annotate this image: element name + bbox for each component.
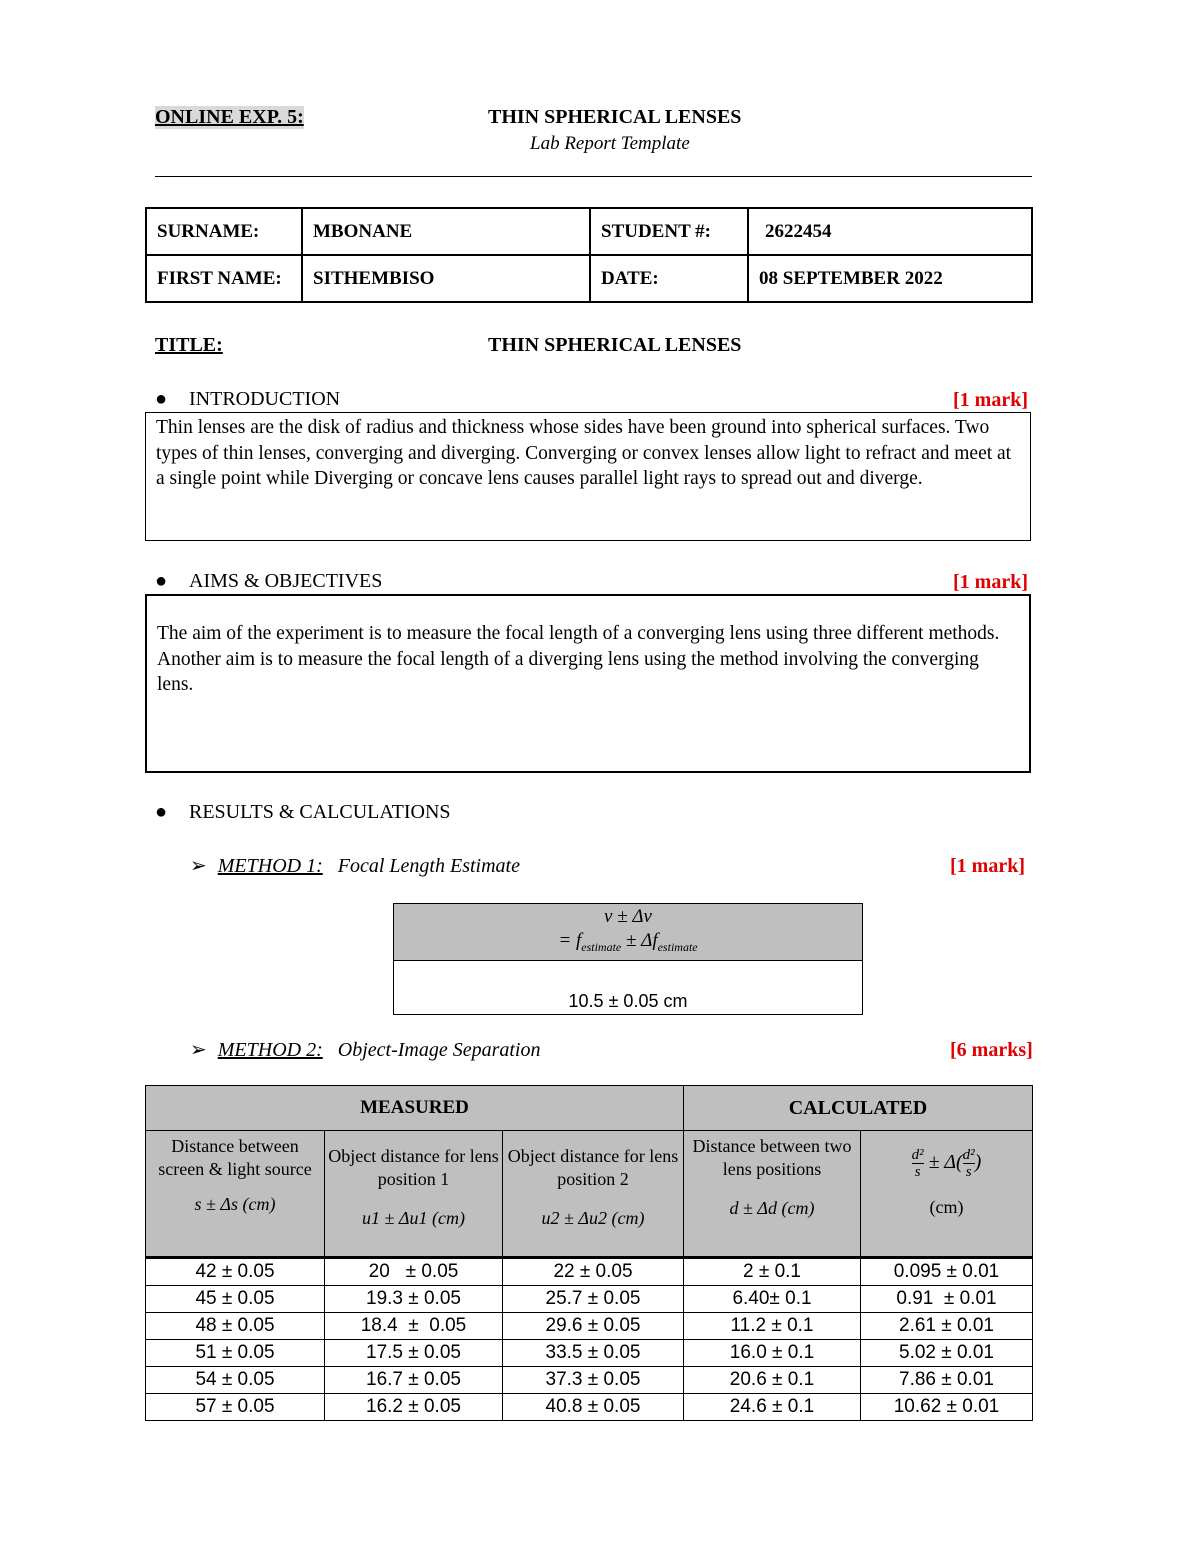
cell-u1: 18.4 ± 0.05: [325, 1313, 503, 1340]
method1-header-line1: v ± Δv: [604, 906, 652, 927]
arrow-bullet-icon: ➢: [190, 855, 207, 877]
cell-u2: 25.7 ± 0.05: [503, 1286, 684, 1313]
col-d-header: Distance between two lens positions d ± Δd (cm): [684, 1131, 861, 1258]
date-label: DATE:: [590, 255, 748, 302]
page-subtitle: Lab Report Template: [530, 133, 690, 154]
cell-s: 51 ± 0.05: [146, 1340, 325, 1367]
cell-d2s: 10.62 ± 0.01: [861, 1394, 1033, 1421]
calculated-group-header: CALCULATED: [684, 1086, 1033, 1131]
method2-heading: [190, 1037, 541, 1062]
cell-u1: 16.7 ± 0.05: [325, 1367, 503, 1394]
cell-u2: 33.5 ± 0.05: [503, 1340, 684, 1367]
table-row: [146, 1340, 1033, 1367]
surname-label: SURNAME:: [146, 208, 302, 255]
method1-header: [394, 904, 863, 961]
date-value: 08 SEPTEMBER 2022: [748, 255, 1032, 302]
method2-label: METHOD 2:: [217, 1039, 323, 1061]
cell-u2: 37.3 ± 0.05: [503, 1367, 684, 1394]
introduction-heading: ● INTRODUCTION: [155, 388, 341, 410]
cell-s: 45 ± 0.05: [146, 1286, 325, 1313]
student-number-label: STUDENT #:: [590, 208, 748, 255]
cell-d: 11.2 ± 0.1: [684, 1313, 861, 1340]
results-heading: ● RESULTS & CALCULATIONS: [155, 801, 451, 823]
aims-text-2: Another aim is to measure the focal length of a diverging lens using the method involving the converging lens.: [157, 648, 979, 695]
aims-heading: ● AIMS & OBJECTIVES: [155, 570, 383, 592]
aims-text-1: The aim of the experiment is to measure the focal length of a converging lens using three different methods.: [157, 623, 1000, 644]
col-u1-header: Object distance for lens position 1 u1 ± Δu1 (cm): [325, 1131, 503, 1258]
student-info-table: [145, 207, 1033, 303]
cell-u1: 17.5 ± 0.05: [325, 1340, 503, 1367]
page-title: THIN SPHERICAL LENSES: [488, 106, 742, 128]
cell-d: 20.6 ± 0.1: [684, 1367, 861, 1394]
cell-d2s: 0.91 ± 0.01: [861, 1286, 1033, 1313]
method2-name: Object-Image Separation: [337, 1039, 541, 1061]
cell-d2s: 7.86 ± 0.01: [861, 1367, 1033, 1394]
cell-u1: 19.3 ± 0.05: [325, 1286, 503, 1313]
table-row: [146, 1394, 1033, 1421]
d2s-formula: $\frac{\text{d²}}{s}$ ± Δ( $\frac{\text{d²}}{s}$ ): [911, 1147, 982, 1180]
aims-box: [145, 594, 1031, 773]
firstname-label: FIRST NAME:: [146, 255, 302, 302]
method2-table: [145, 1085, 1033, 1421]
cell-d2s: 0.095 ± 0.01: [861, 1258, 1033, 1286]
table-row: [146, 1258, 1033, 1286]
method1-heading: [190, 853, 520, 878]
method1-value: 10.5 ± 0.05 cm: [394, 960, 863, 1014]
table-row: [146, 1313, 1033, 1340]
title-value: THIN SPHERICAL LENSES: [488, 334, 742, 356]
introduction-text: Thin lenses are the disk of radius and thickness whose sides have been ground into spherical surfaces. Two types of thin lenses, converging and diverging. Converging or convex lenses allow light to refract and meet at a single point while Diverging or concave lens causes parallel light rays to spread out and diverge.: [156, 417, 1012, 489]
measured-group-header: MEASURED: [146, 1086, 684, 1131]
cell-s: 48 ± 0.05: [146, 1313, 325, 1340]
method1-table: [393, 903, 863, 1015]
cell-d: 16.0 ± 0.1: [684, 1340, 861, 1367]
arrow-bullet-icon: ➢: [190, 1039, 207, 1061]
header-divider: [155, 176, 1032, 177]
cell-d2s: 2.61 ± 0.01: [861, 1313, 1033, 1340]
firstname-value: SITHEMBISO: [302, 255, 590, 302]
cell-s: 42 ± 0.05: [146, 1258, 325, 1286]
cell-d: 24.6 ± 0.1: [684, 1394, 861, 1421]
introduction-box: [145, 412, 1031, 541]
cell-u2: 40.8 ± 0.05: [503, 1394, 684, 1421]
title-label: TITLE:: [155, 334, 223, 356]
cell-u2: 22 ± 0.05: [503, 1258, 684, 1286]
method1-label: METHOD 1:: [217, 855, 323, 877]
cell-d: 2 ± 0.1: [684, 1258, 861, 1286]
col-u2-header: Object distance for lens position 2 u2 ± Δu2 (cm): [503, 1131, 684, 1258]
cell-u1: 16.2 ± 0.05: [325, 1394, 503, 1421]
col-s-header: Distance between screen & light source s ± Δs (cm): [146, 1131, 325, 1258]
table-row: [146, 1286, 1033, 1313]
aims-mark: [1 mark]: [953, 571, 1028, 593]
cell-d: 6.40± 0.1: [684, 1286, 861, 1313]
cell-u1: 20 ± 0.05: [325, 1258, 503, 1286]
cell-s: 54 ± 0.05: [146, 1367, 325, 1394]
introduction-mark: [1 mark]: [953, 389, 1028, 411]
col-d2s-header: $\frac{\text{d²}}{s}$ ± Δ( $\frac{\text{d²}}{s}$ ) (cm): [861, 1131, 1033, 1258]
cell-d2s: 5.02 ± 0.01: [861, 1340, 1033, 1367]
method1-mark: [1 mark]: [950, 855, 1025, 877]
table-row: [146, 1367, 1033, 1394]
surname-value: MBONANE: [302, 208, 590, 255]
method1-header-line2: = $f_{estimate} \pm \Delta f_{estimate}$: [558, 930, 698, 954]
student-number-value: 2622454: [748, 208, 1032, 255]
cell-s: 57 ± 0.05: [146, 1394, 325, 1421]
method2-mark: [6 marks]: [950, 1039, 1033, 1061]
cell-u2: 29.6 ± 0.05: [503, 1313, 684, 1340]
method1-name: Focal Length Estimate: [337, 855, 520, 877]
exp-label: ONLINE EXP. 5:: [155, 106, 304, 128]
